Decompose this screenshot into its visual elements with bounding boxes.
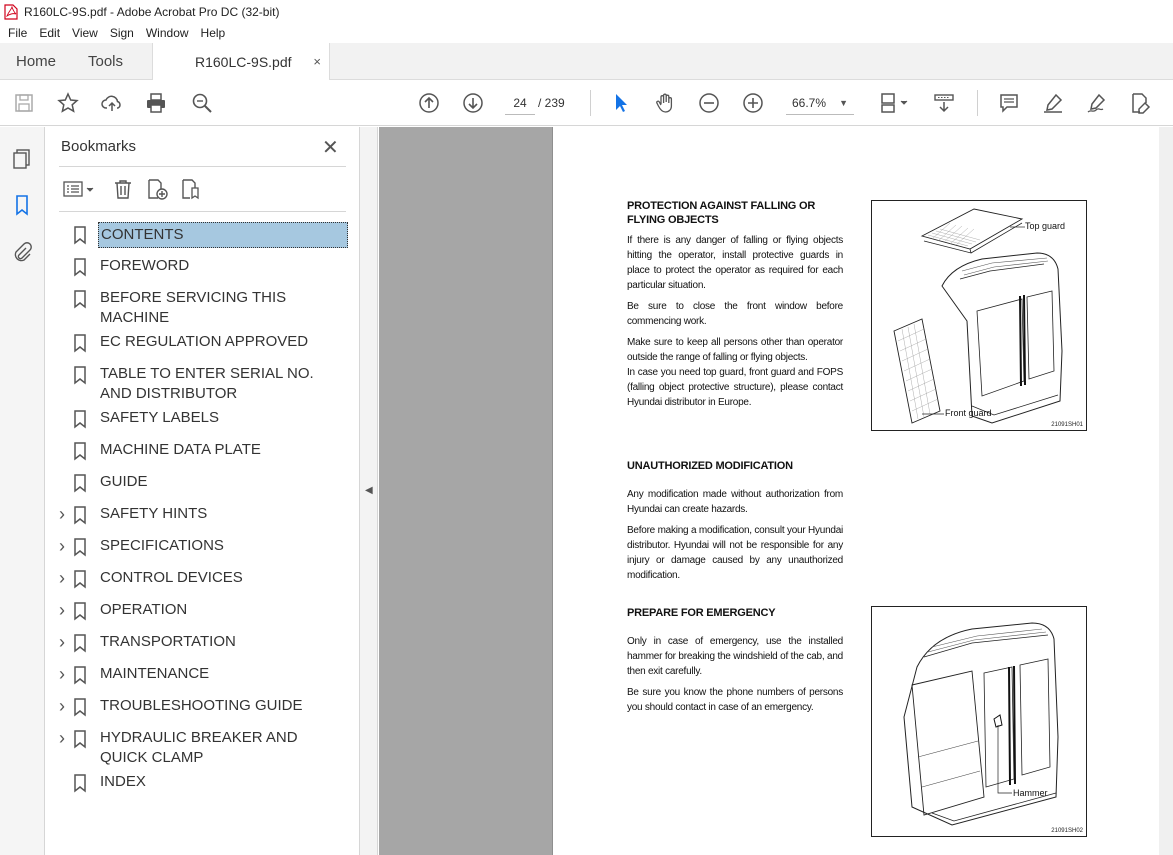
divider: [59, 166, 346, 167]
bookmark-item[interactable]: [46, 438, 359, 470]
delete-trash-icon[interactable]: [111, 177, 135, 201]
page-number-input[interactable]: 24: [505, 91, 535, 115]
scroll-mode-icon[interactable]: [932, 91, 956, 115]
page-thumbnails-icon[interactable]: [10, 147, 34, 171]
bookmark-icon: [72, 289, 88, 309]
section-heading: UNAUTHORIZED MODIFICATION: [627, 460, 793, 472]
bookmark-icon: [72, 729, 88, 749]
paragraph: Any modification made without authorization from Hyundai can create hazards.: [627, 489, 843, 515]
chevron-right-icon[interactable]: ›: [59, 632, 65, 652]
bookmark-item[interactable]: [46, 222, 359, 254]
menu-sign[interactable]: Sign: [109, 26, 134, 40]
figure-hammer: [871, 606, 1087, 837]
menu-file[interactable]: File: [8, 26, 28, 40]
bookmark-item[interactable]: [46, 330, 359, 362]
bookmark-item[interactable]: [46, 662, 359, 694]
callout-front-guard: Front guard: [945, 408, 992, 418]
bookmark-icon: [72, 225, 88, 245]
chevron-right-icon[interactable]: ›: [59, 728, 65, 748]
paragraph: Be sure to close the front window before commencing work.: [627, 301, 843, 327]
chevron-right-icon[interactable]: ›: [59, 664, 65, 684]
paragraph: If there is any danger of falling or flying objects hitting the operator, install protective guards in place to protect the operator as required for each particular situation.: [627, 235, 843, 291]
bookmark-label: TROUBLESHOOTING GUIDE: [100, 697, 303, 714]
bookmark-icon: [72, 601, 88, 621]
bookmark-label: SPECIFICATIONS: [100, 537, 224, 554]
tab-tools[interactable]: Tools: [88, 53, 124, 70]
chevron-spacer: [54, 773, 70, 793]
close-panel-icon[interactable]: ✕: [322, 137, 339, 159]
draw-sign-icon[interactable]: [1085, 91, 1109, 115]
bookmark-label: BEFORE SERVICING THIS MACHINE: [100, 289, 287, 326]
window-title: R160LC-9S.pdf - Adobe Acrobat Pro DC (32-bit): [24, 4, 280, 19]
acrobat-app-icon: [4, 4, 18, 20]
chevron-right-icon[interactable]: ›: [59, 536, 65, 556]
bookmark-star-icon[interactable]: [56, 91, 80, 115]
menu-bar: [0, 23, 1173, 43]
pdf-page: [552, 127, 1159, 855]
bookmark-label: HYDRAULIC BREAKER AND QUICK CLAMP: [100, 729, 298, 766]
find-bookmark-icon[interactable]: [179, 177, 203, 201]
bookmark-label: SAFETY LABELS: [100, 409, 219, 426]
bookmark-icon: [72, 365, 88, 385]
section-prepare-emergency: [627, 606, 843, 715]
paragraph: Before making a modification, consult your Hyundai distributor. Hyundai will not be responsible for any injury or damage caused by any unauthorized modification.: [627, 525, 843, 581]
highlight-pen-icon[interactable]: [1041, 91, 1065, 115]
section-unauthorized-modification: [627, 459, 843, 583]
bookmark-item[interactable]: [46, 502, 359, 534]
paragraph: Make sure to keep all persons other than operator outside the range of falling or flying objects.: [627, 337, 843, 363]
bookmark-label: CONTROL DEVICES: [100, 569, 243, 586]
section-heading: PREPARE FOR EMERGENCY: [627, 607, 776, 619]
chevron-spacer: [54, 409, 70, 429]
bookmarks-panel: [46, 127, 359, 855]
bookmark-label: GUIDE: [100, 473, 148, 490]
bookmark-item[interactable]: [46, 630, 359, 662]
menu-edit[interactable]: Edit: [39, 26, 61, 40]
chevron-right-icon[interactable]: ›: [59, 600, 65, 620]
bookmark-item[interactable]: [46, 534, 359, 566]
title-bar: [0, 0, 1173, 23]
bookmark-item[interactable]: [46, 598, 359, 630]
upload-cloud-icon[interactable]: [100, 91, 124, 115]
figure-guards: [871, 200, 1087, 431]
bookmark-label: CONTENTS: [98, 222, 348, 248]
panel-splitter[interactable]: [359, 127, 378, 855]
bookmark-item[interactable]: [46, 254, 359, 286]
chevron-spacer: [54, 257, 70, 277]
chevron-spacer: [54, 333, 70, 353]
bookmark-icon: [72, 257, 88, 277]
paragraph: In case you need top guard, front guard and FOPS (falling object protective structure), please contact Hyundai distributor in Europe.: [627, 367, 843, 408]
tab-home[interactable]: Home: [16, 53, 57, 70]
chevron-right-icon[interactable]: ›: [59, 696, 65, 716]
tab-document-label: R160LC-9S.pdf: [195, 54, 292, 70]
divider: [59, 211, 346, 212]
bookmark-item[interactable]: [46, 286, 359, 330]
navigation-rail: [0, 127, 45, 855]
bookmark-item[interactable]: [46, 694, 359, 726]
menu-window[interactable]: Window: [145, 26, 189, 40]
toolbar: [0, 80, 1173, 126]
bookmark-item[interactable]: [46, 770, 359, 802]
bookmark-icon: [72, 697, 88, 717]
chevron-spacer: [54, 225, 70, 245]
tab-bar: [0, 43, 1173, 80]
bookmark-label: INDEX: [100, 773, 146, 790]
bookmark-icon: [72, 505, 88, 525]
bookmark-icon: [72, 409, 88, 429]
figure-id: 21091SH02: [1051, 828, 1083, 834]
bookmarks-title: Bookmarks: [61, 138, 137, 155]
zoom-out-icon[interactable]: [697, 91, 721, 115]
bookmark-icon: [72, 441, 88, 461]
hand-tool-icon[interactable]: [653, 91, 677, 115]
bookmark-icon: [72, 333, 88, 353]
menu-view[interactable]: View: [72, 26, 98, 40]
callout-top-guard: Top guard: [1025, 221, 1066, 231]
attachments-paperclip-icon[interactable]: [10, 240, 34, 264]
page-total: / 239: [538, 96, 565, 110]
chevron-spacer: [54, 441, 70, 461]
bookmark-icon: [72, 473, 88, 493]
select-cursor-icon[interactable]: [609, 91, 633, 115]
page-fit-icon[interactable]: [876, 91, 912, 115]
tab-close-icon[interactable]: ×: [313, 54, 321, 69]
paragraph: Be sure you know the phone numbers of persons you should contact in case of an emergency.: [627, 687, 843, 713]
bookmark-item[interactable]: [46, 362, 359, 406]
bookmark-icon: [72, 569, 88, 589]
bookmark-label: TABLE TO ENTER SERIAL NO. AND DISTRIBUTOR: [100, 365, 314, 402]
search-zoom-icon[interactable]: [190, 91, 214, 115]
zoom-in-icon[interactable]: [741, 91, 765, 115]
toolbar-divider: [590, 90, 591, 116]
chevron-spacer: [54, 473, 70, 493]
figure-id: 21091SH01: [1051, 422, 1083, 428]
edit-document-icon[interactable]: [1128, 91, 1152, 115]
bookmark-icon: [72, 537, 88, 557]
toolbar-divider: [977, 90, 978, 116]
bookmark-options-icon[interactable]: [61, 177, 97, 201]
bookmark-label: EC REGULATION APPROVED: [100, 333, 309, 350]
bookmark-icon: [72, 665, 88, 685]
chevron-right-icon[interactable]: ›: [59, 568, 65, 588]
tab-document[interactable]: [152, 43, 330, 81]
bookmarks-panel-icon[interactable]: [10, 193, 34, 217]
vertical-scrollbar[interactable]: [1159, 127, 1173, 855]
save-icon[interactable]: [12, 91, 36, 115]
new-bookmark-icon[interactable]: [145, 177, 169, 201]
bookmark-icon: [72, 633, 88, 653]
next-page-icon[interactable]: [461, 91, 485, 115]
bookmark-label: FOREWORD: [100, 257, 190, 274]
bookmark-item[interactable]: [46, 726, 359, 770]
bookmark-item[interactable]: [46, 566, 359, 598]
print-icon[interactable]: [144, 91, 168, 115]
bookmark-label: TRANSPORTATION: [100, 633, 236, 650]
comment-icon[interactable]: [997, 91, 1021, 115]
chevron-spacer: [54, 365, 70, 385]
cab-guards-illustration: [872, 201, 1086, 430]
chevron-right-icon[interactable]: ›: [59, 504, 65, 524]
collapse-panel-icon[interactable]: ◀: [365, 485, 373, 496]
cab-hammer-illustration: [872, 607, 1086, 836]
bookmark-list: [46, 222, 359, 802]
zoom-level-select[interactable]: [786, 91, 854, 115]
zoom-level-value: 66.7%: [792, 96, 827, 110]
section-heading: PROTECTION AGAINST FALLING OR FLYING OBJECTS: [627, 200, 816, 226]
bookmark-icon: [72, 773, 88, 793]
chevron-spacer: [54, 289, 70, 309]
callout-hammer: Hammer: [1013, 788, 1048, 798]
bookmark-label: OPERATION: [100, 601, 188, 618]
previous-page-icon[interactable]: [417, 91, 441, 115]
bookmark-label: MACHINE DATA PLATE: [100, 441, 261, 458]
bookmark-item[interactable]: [46, 406, 359, 438]
chevron-down-icon: ▼: [839, 98, 848, 108]
bookmark-item[interactable]: [46, 470, 359, 502]
bookmark-label: SAFETY HINTS: [100, 505, 208, 522]
paragraph: Only in case of emergency, use the installed hammer for breaking the windshield of the cab, and then exit carefully.: [627, 636, 843, 677]
bookmark-label: MAINTENANCE: [100, 665, 210, 682]
menu-help[interactable]: Help: [200, 26, 226, 40]
section-protection: [627, 199, 843, 410]
